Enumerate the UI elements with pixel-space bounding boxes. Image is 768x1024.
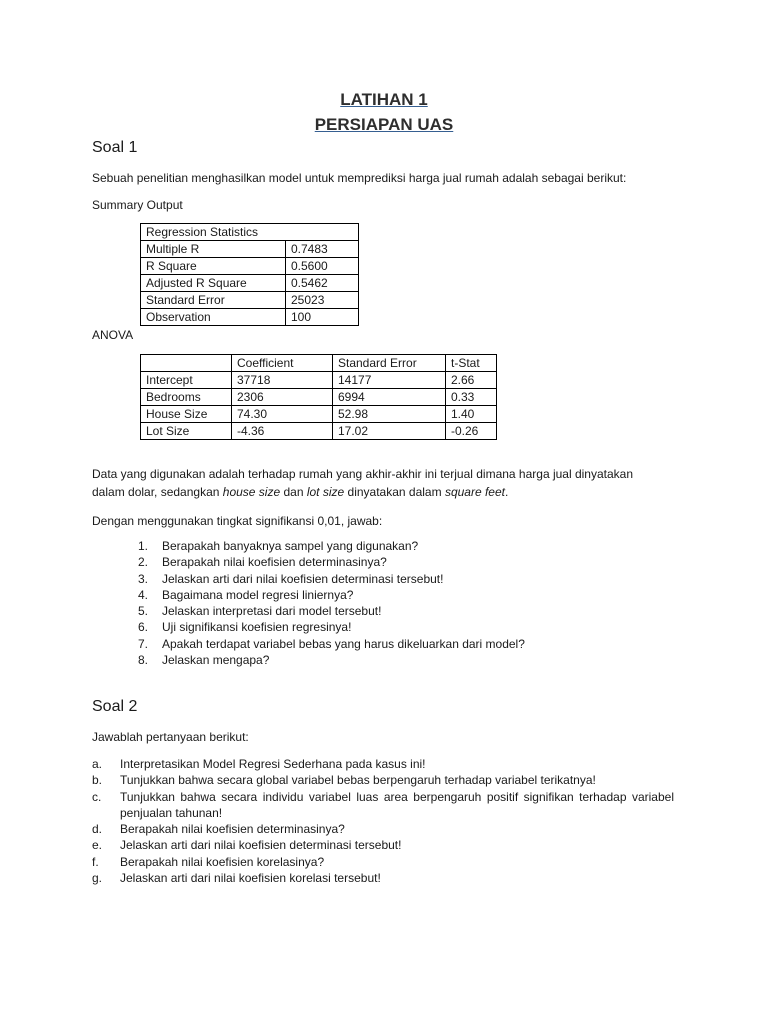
table-cell-label: Standard Error bbox=[141, 292, 286, 309]
table-cell-label: Observation bbox=[141, 309, 286, 326]
table-cell: Bedrooms bbox=[141, 389, 232, 406]
table-cell: 2.66 bbox=[446, 372, 497, 389]
list-letter: f. bbox=[92, 854, 99, 869]
table-row bbox=[141, 241, 359, 258]
table-cell-value: 0.5600 bbox=[286, 258, 359, 275]
table-cell-label: Multiple R bbox=[141, 241, 286, 258]
document-title-line2: PERSIAPAN UAS bbox=[314, 115, 454, 134]
soal1-question-list bbox=[138, 538, 682, 668]
list-number: 4. bbox=[138, 587, 149, 602]
list-letter: b. bbox=[92, 773, 103, 788]
list-item bbox=[138, 587, 682, 603]
table-cell: 17.02 bbox=[333, 423, 446, 440]
list-item bbox=[138, 603, 682, 619]
table-row bbox=[141, 292, 359, 309]
list-letter: e. bbox=[92, 838, 103, 853]
table-cell: -0.26 bbox=[446, 423, 497, 440]
list-text: Tunjukkan bahwa secara global variabel bebas berpengaruh terhadap variabel terikatnya! bbox=[120, 773, 596, 788]
soal2-question-list bbox=[92, 756, 674, 886]
soal2-intro: Jawablah pertanyaan berikut: bbox=[92, 730, 249, 744]
list-item bbox=[92, 772, 674, 788]
list-item bbox=[138, 571, 682, 587]
summary-output-label: Summary Output bbox=[92, 198, 183, 212]
table-cell-value: 0.7483 bbox=[286, 241, 359, 258]
list-text: Uji signifikansi koefisien regresinya! bbox=[162, 620, 352, 635]
table-cell: 2306 bbox=[232, 389, 333, 406]
list-text: Apakah terdapat variabel bebas yang harus dikeluarkan dari model? bbox=[162, 636, 525, 651]
table-cell: House Size bbox=[141, 406, 232, 423]
list-letter: d. bbox=[92, 822, 103, 837]
list-item bbox=[92, 837, 674, 853]
data-description-line1: Data yang digunakan adalah terhadap rumah yang akhir-akhir ini terjual dimana harga jual dinyatakan bbox=[92, 467, 634, 481]
table-header-cell bbox=[141, 355, 232, 372]
text-segment: dalam dolar, sedangkan bbox=[92, 485, 223, 499]
table-cell-value: 25023 bbox=[286, 292, 359, 309]
list-number: 1. bbox=[138, 539, 149, 553]
list-item bbox=[138, 636, 682, 652]
list-text: Berapakah nilai koefisien korelasinya? bbox=[120, 854, 325, 869]
list-text: Tunjukkan bahwa secara individu variabel luas area berpengaruh positif signifikan terhadap variabel penjualan tahunan! bbox=[120, 789, 674, 820]
text-segment: . bbox=[504, 485, 509, 499]
list-item bbox=[92, 789, 674, 822]
list-letter: a. bbox=[92, 757, 103, 771]
list-text: Berapakah nilai koefisien determinasinya? bbox=[162, 555, 387, 570]
table-cell: 0.33 bbox=[446, 389, 497, 406]
text-segment: dan bbox=[280, 485, 307, 499]
table-header-cell: Regression Statistics bbox=[141, 224, 359, 241]
list-item bbox=[138, 619, 682, 635]
table-cell: 37718 bbox=[232, 372, 333, 389]
text-italic: square feet bbox=[444, 485, 505, 499]
anova-label: ANOVA bbox=[92, 328, 134, 342]
table-row bbox=[141, 423, 497, 440]
document-title-line1: LATIHAN 1 bbox=[340, 90, 428, 109]
list-number: 7. bbox=[138, 636, 149, 651]
list-number: 8. bbox=[138, 653, 149, 668]
list-letter: g. bbox=[92, 871, 103, 886]
list-item bbox=[92, 870, 674, 886]
table-row bbox=[141, 406, 497, 423]
list-text: Interpretasikan Model Regresi Sederhana pada kasus ini! bbox=[120, 757, 426, 771]
list-number: 3. bbox=[138, 571, 149, 586]
text-segment: dinyatakan dalam bbox=[344, 485, 445, 499]
table-row bbox=[141, 224, 359, 241]
list-text: Bagaimana model regresi liniernya? bbox=[162, 587, 354, 602]
list-text: Jelaskan arti dari nilai koefisien determinasi tersebut! bbox=[162, 571, 444, 586]
list-item bbox=[92, 821, 674, 837]
list-number: 5. bbox=[138, 604, 149, 619]
table-row bbox=[141, 258, 359, 275]
table-row bbox=[141, 389, 497, 406]
table-row bbox=[141, 355, 497, 372]
table-cell-value: 0.5462 bbox=[286, 275, 359, 292]
table-cell: Intercept bbox=[141, 372, 232, 389]
list-number: 2. bbox=[138, 555, 149, 570]
table-cell: 14177 bbox=[333, 372, 446, 389]
list-item bbox=[92, 854, 674, 870]
list-text: Jelaskan mengapa? bbox=[162, 653, 270, 668]
soal1-heading: Soal 1 bbox=[92, 139, 138, 156]
table-header-cell: Coefficient bbox=[232, 355, 333, 372]
list-text: Berapakah banyaknya sampel yang digunakan? bbox=[162, 539, 419, 553]
table-header-cell: t-Stat bbox=[446, 355, 497, 372]
list-text: Jelaskan arti dari nilai koefisien korelasi tersebut! bbox=[120, 871, 381, 886]
table-cell: 6994 bbox=[333, 389, 446, 406]
table-row bbox=[141, 372, 497, 389]
list-item bbox=[92, 756, 674, 772]
list-item bbox=[138, 538, 682, 554]
list-item bbox=[138, 652, 682, 668]
soal1-intro: Sebuah penelitian menghasilkan model untuk memprediksi harga jual rumah adalah sebagai berikut: bbox=[92, 171, 627, 185]
table-row bbox=[141, 309, 359, 326]
table-cell-label: R Square bbox=[141, 258, 286, 275]
table-cell: -4.36 bbox=[232, 423, 333, 440]
regression-statistics-table bbox=[140, 223, 359, 326]
table-cell: 52.98 bbox=[333, 406, 446, 423]
table-cell: 1.40 bbox=[446, 406, 497, 423]
table-cell-label: Adjusted R Square bbox=[141, 275, 286, 292]
list-text: Jelaskan arti dari nilai koefisien determinasi tersebut! bbox=[120, 838, 402, 853]
soal2-heading: Soal 2 bbox=[92, 698, 138, 715]
list-letter: c. bbox=[92, 789, 102, 804]
text-italic: house size bbox=[222, 485, 281, 499]
data-description bbox=[92, 465, 676, 501]
list-text: Jelaskan interpretasi dari model tersebut! bbox=[162, 604, 382, 619]
table-cell-value: 100 bbox=[286, 309, 359, 326]
list-number: 6. bbox=[138, 620, 149, 635]
anova-table bbox=[140, 354, 497, 440]
text-italic: lot size bbox=[306, 485, 345, 499]
list-text: Berapakah nilai koefisien determinasinya? bbox=[120, 822, 345, 837]
table-header-cell: Standard Error bbox=[333, 355, 446, 372]
table-row bbox=[141, 275, 359, 292]
significance-instruction: Dengan menggunakan tingkat signifikansi 0,01, jawab: bbox=[92, 514, 383, 528]
list-item bbox=[138, 554, 682, 570]
table-cell: 74.30 bbox=[232, 406, 333, 423]
table-cell: Lot Size bbox=[141, 423, 232, 440]
